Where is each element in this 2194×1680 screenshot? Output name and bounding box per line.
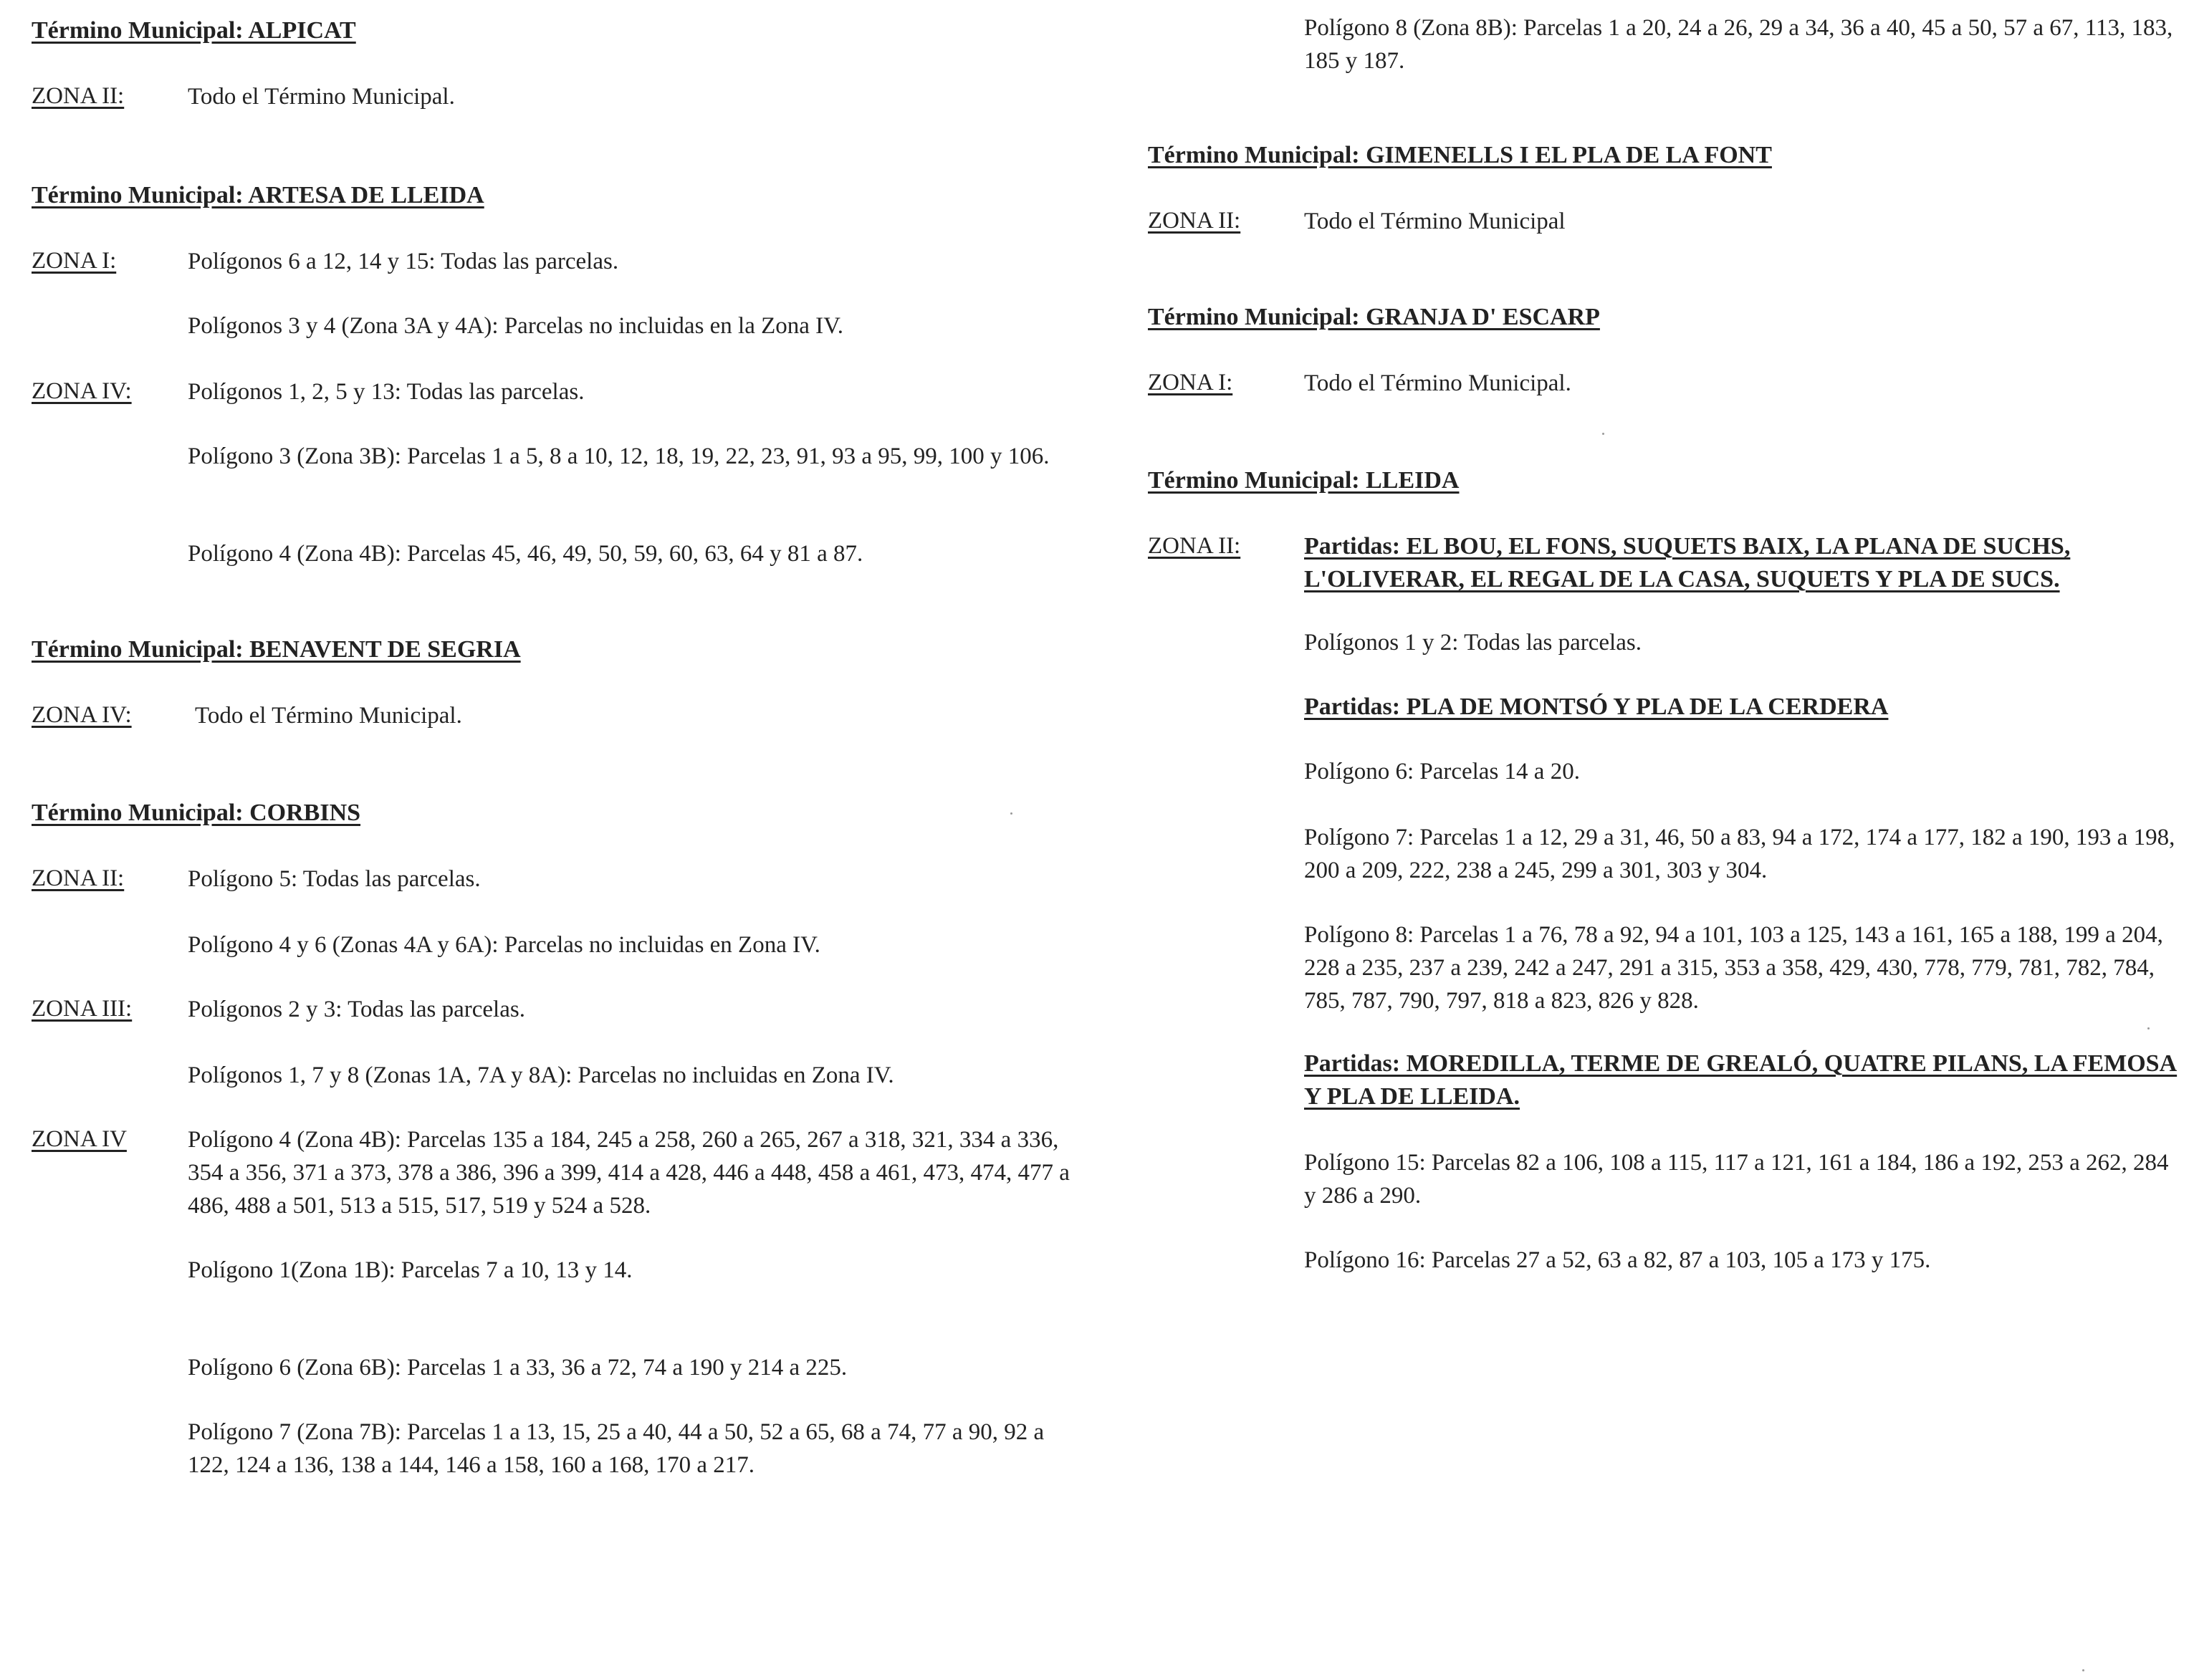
partidas-title: Partidas: EL BOU, EL FONS, SUQUETS BAIX, LA PLANA DE SUCHS, L'OLIVERAR, EL REGAL DE LA CASA, SUQUETS Y PLA DE SUCS. xyxy=(1304,533,2071,592)
scan-speck xyxy=(1010,812,1012,815)
zone-text: Polígonos 2 y 3: Todas las parcelas. xyxy=(188,997,525,1022)
zone-text: Polígono 1(Zona 1B): Parcelas 7 a 10, 13 y 14. xyxy=(188,1257,633,1283)
zone-text: Polígonos 1, 7 y 8 (Zonas 1A, 7A y 8A): Parcelas no incluidas en Zona IV. xyxy=(188,1062,894,1088)
section-title-benavent: Término Municipal: BENAVENT DE SEGRIA xyxy=(32,636,521,663)
section-title-corbins: Término Municipal: CORBINS xyxy=(32,800,361,826)
zone-text: Todo el Término Municipal. xyxy=(188,84,455,110)
zone-text: Polígono 5: Todas las parcelas. xyxy=(188,866,481,892)
zone-text: Todo el Término Municipal. xyxy=(1304,370,1571,396)
zone-label: ZONA IV: xyxy=(32,378,132,404)
zone-text: Todo el Término Municipal. xyxy=(195,703,462,729)
scan-speck xyxy=(1602,433,1604,435)
scan-speck xyxy=(2082,1669,2084,1671)
section-title-granja: Término Municipal: GRANJA D' ESCARP xyxy=(1148,304,1600,330)
zone-text: Polígono 7 (Zona 7B): Parcelas 1 a 13, 15, 25 a 40, 44 a 50, 52 a 65, 68 a 74, 77 a 90, 92 a 122, 124 a 136, 138 a 144, 146 a 158, 160 a 168, 170 a 217. xyxy=(188,1419,1045,1478)
section-title-lleida: Término Municipal: LLEIDA xyxy=(1148,467,1460,494)
section-title-alpicat: Término Municipal: ALPICAT xyxy=(32,17,356,44)
zone-text: Polígonos 1 y 2: Todas las parcelas. xyxy=(1304,630,1642,656)
zone-text: Polígonos 1, 2, 5 y 13: Todas las parcelas. xyxy=(188,379,585,405)
section-title-gimenells: Término Municipal: GIMENELLS I EL PLA DE LA FONT xyxy=(1148,142,1772,168)
zone-text: Polígono 4 y 6 (Zonas 4A y 6A): Parcelas no incluidas en Zona IV. xyxy=(188,932,820,958)
zone-label: ZONA IV xyxy=(32,1126,127,1152)
zone-label: ZONA II: xyxy=(32,865,125,891)
zone-label: ZONA I: xyxy=(32,248,117,274)
zone-text: Polígono 4 (Zona 4B): Parcelas 45, 46, 49, 50, 59, 60, 63, 64 y 81 a 87. xyxy=(188,541,863,567)
zone-text: Polígono 3 (Zona 3B): Parcelas 1 a 5, 8 a 10, 12, 18, 19, 22, 23, 91, 93 a 95, 99, 100 y 106. xyxy=(188,443,1050,469)
scan-speck xyxy=(2147,1027,2150,1029)
zone-label: ZONA II: xyxy=(32,83,125,109)
zone-text: Polígono 6: Parcelas 14 a 20. xyxy=(1304,759,1580,784)
zone-text: Polígono 7: Parcelas 1 a 12, 29 a 31, 46, 50 a 83, 94 a 172, 174 a 177, 182 a 190, 193 a 198, 200 a 209, 222, 238 a 245, 299 a 301, 303 y 304. xyxy=(1304,825,2175,883)
zone-label: ZONA II: xyxy=(1148,533,1241,559)
section-title-artesa: Término Municipal: ARTESA DE LLEIDA xyxy=(32,182,484,208)
zone-label: ZONA I: xyxy=(1148,370,1233,395)
zone-text: Polígono 4 (Zona 4B): Parcelas 135 a 184, 245 a 258, 260 a 265, 267 a 318, 321, 334 a 336, 354 a 356, 371 a 373, 378 a 386, 396 a 399, 414 a 428, 446 a 448, 458 a 461, 473, 474, 477 a 486, 488 a 501, 513 a 515, 517, 519 y 524 a 528. xyxy=(188,1127,1070,1219)
zone-label: ZONA III: xyxy=(32,996,133,1022)
zone-text: Polígono 15: Parcelas 82 a 106, 108 a 115, 117 a 121, 161 a 184, 186 a 192, 253 a 262, 284 y 286 a 290. xyxy=(1304,1150,2169,1209)
zone-text: Todo el Término Municipal xyxy=(1304,208,1566,234)
zone-text: Polígonos 3 y 4 (Zona 3A y 4A): Parcelas no incluidas en la Zona IV. xyxy=(188,313,843,339)
continued-text: Polígono 8 (Zona 8B): Parcelas 1 a 20, 24 a 26, 29 a 34, 36 a 40, 45 a 50, 57 a 67, 113, 183, 185 y 187. xyxy=(1304,15,2173,74)
zone-label: ZONA IV: xyxy=(32,702,132,728)
zone-text: Polígono 8: Parcelas 1 a 76, 78 a 92, 94 a 101, 103 a 125, 143 a 161, 165 a 188, 199 a 204, 228 a 235, 237 a 239, 242 a 247, 291 a 315, 353 a 358, 429, 430, 778, 779, 781, 782, 784, 785, 787, 790, 797, 818 a 823, 826 y 828. xyxy=(1304,922,2163,1014)
zone-text: Polígonos 6 a 12, 14 y 15: Todas las parcelas. xyxy=(188,249,619,274)
zone-label: ZONA II: xyxy=(1148,208,1241,234)
partidas-title: Partidas: MOREDILLA, TERME DE GREALÓ, QUATRE PILANS, LA FEMOSA Y PLA DE LLEIDA. xyxy=(1304,1050,2178,1110)
zone-text: Polígono 16: Parcelas 27 a 52, 63 a 82, 87 a 103, 105 a 173 y 175. xyxy=(1304,1247,1931,1273)
partidas-title: Partidas: PLA DE MONTSÓ Y PLA DE LA CERDERA xyxy=(1304,693,1889,720)
zone-text: Polígono 6 (Zona 6B): Parcelas 1 a 33, 36 a 72, 74 a 190 y 214 a 225. xyxy=(188,1355,848,1381)
